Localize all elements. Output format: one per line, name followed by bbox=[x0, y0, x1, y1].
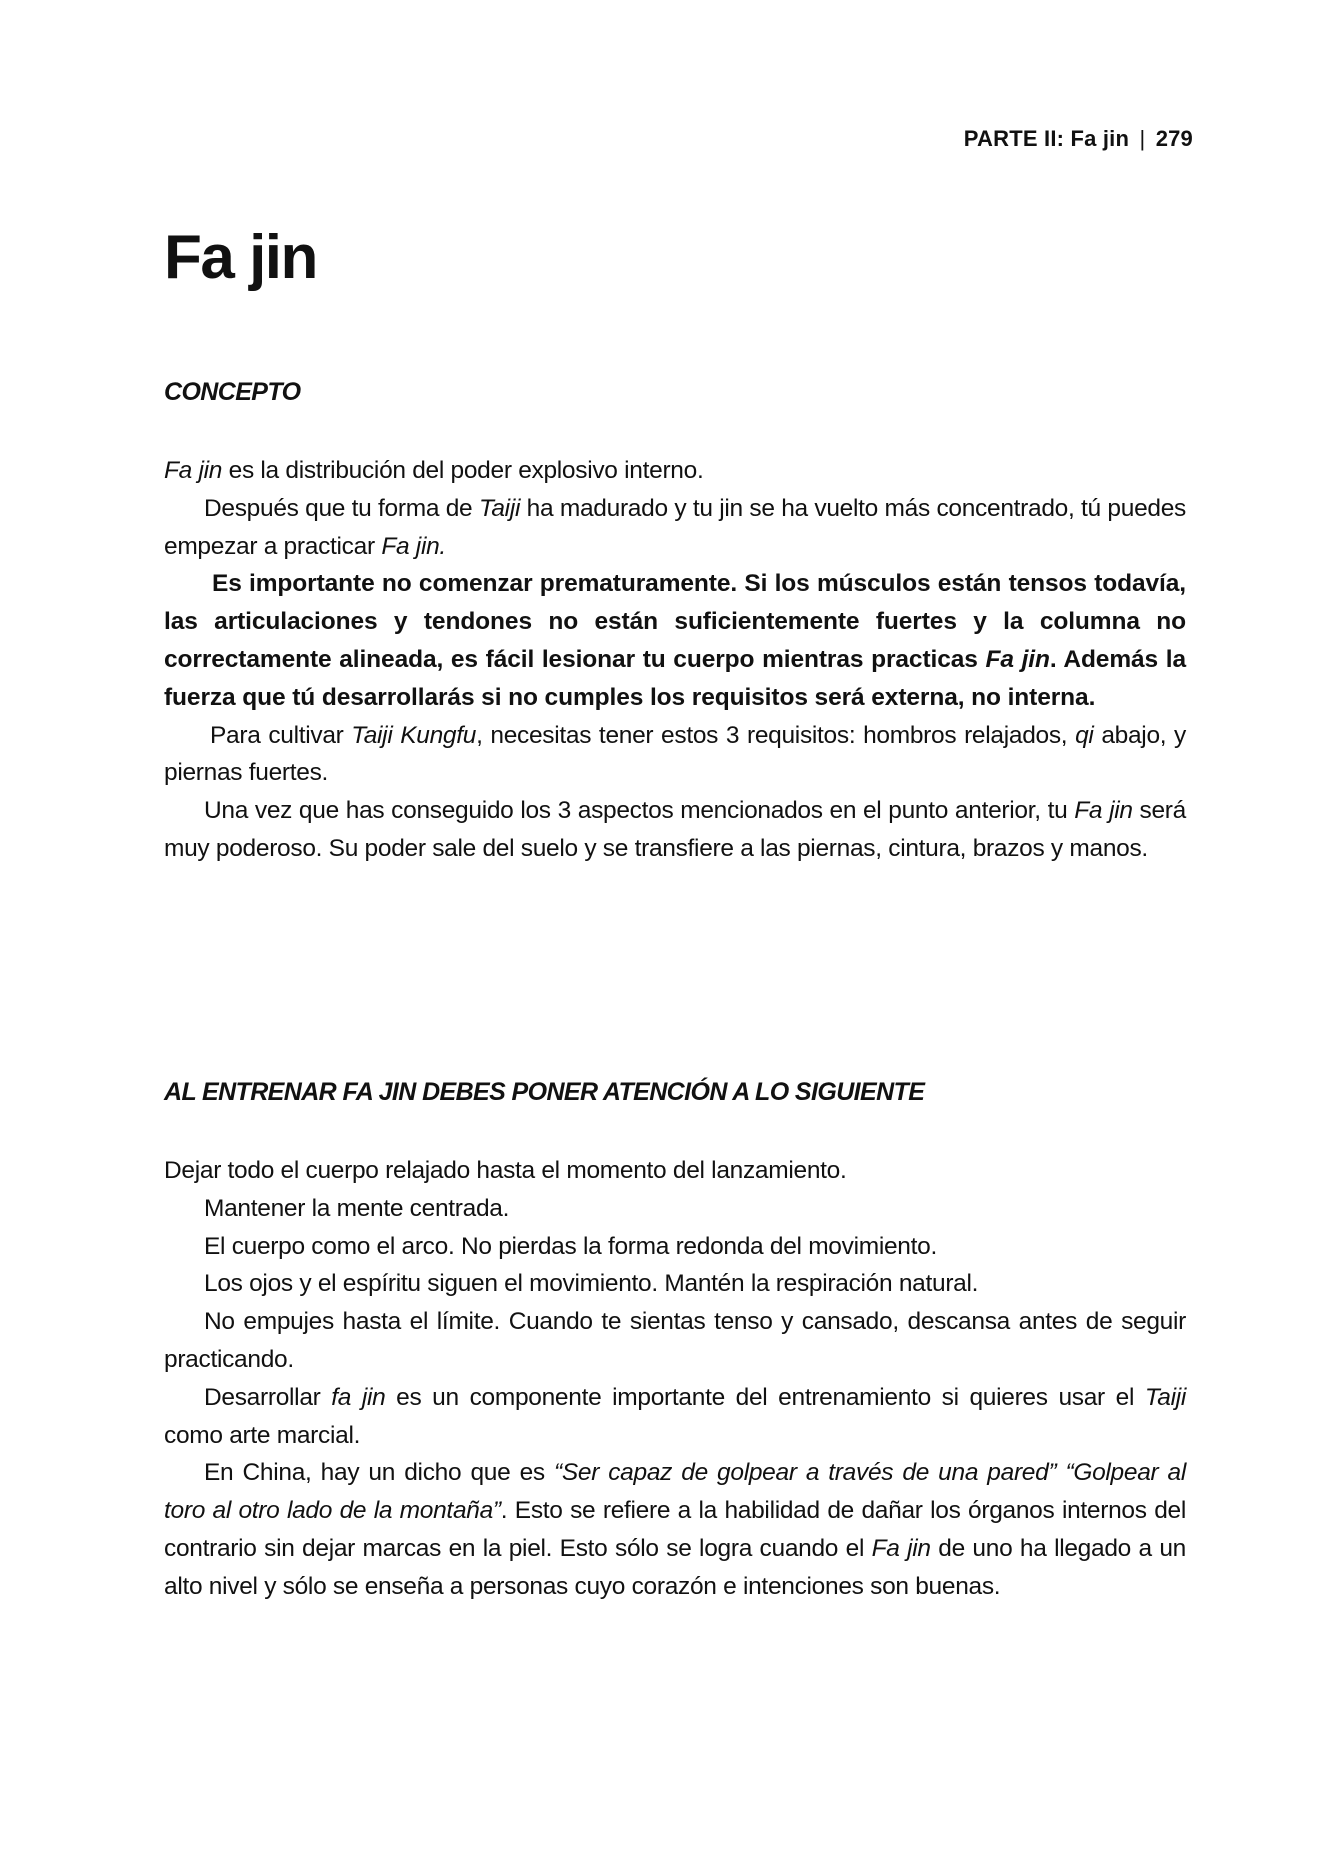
paragraph bbox=[164, 1265, 1186, 1303]
section-body bbox=[164, 1152, 1186, 1606]
text-run: Mantener la mente centrada. bbox=[204, 1194, 510, 1222]
italic-term: Fa jin bbox=[871, 1534, 931, 1562]
text-run: será muy poderoso. Su poder sale del suelo y se transfiere a las piernas, cintura, brazos y manos. bbox=[164, 797, 1186, 862]
text-run: de uno ha llegado a un alto nivel y sólo se enseña a personas cuyo corazón e intenciones son buenas. bbox=[164, 1534, 1186, 1600]
text-run: Los ojos y el espíritu siguen el movimiento. Mantén la respiración natural. bbox=[204, 1270, 979, 1298]
italic-term: Fa jin bbox=[1074, 797, 1133, 825]
text-run: Una vez que has conseguido los 3 aspectos mencionados en el punto anterior, tu bbox=[204, 797, 1075, 825]
running-header-part: PARTE II: Fa jin bbox=[963, 126, 1130, 151]
text-run: es un componente importante del entrenamiento si quieres usar el bbox=[385, 1383, 1145, 1411]
text-run: Después que tu forma de bbox=[204, 494, 479, 522]
italic-term: fa jin bbox=[331, 1383, 386, 1411]
section-concepto bbox=[164, 378, 1186, 868]
paragraph bbox=[164, 1303, 1186, 1379]
text-run: es la distribución del poder explosivo interno. bbox=[222, 457, 704, 484]
text-run: , necesitas tener estos 3 requisitos: hombros relajados, bbox=[476, 721, 1076, 749]
paragraph bbox=[164, 792, 1186, 868]
paragraph bbox=[164, 1379, 1186, 1455]
text-run: . Esto se refiere a la habilidad de dañar los órganos internos del contrario sin dejar marcas en la piel. Esto sólo se logra cuando el bbox=[164, 1497, 1186, 1562]
italic-term: Taiji bbox=[478, 494, 521, 522]
paragraph bbox=[164, 717, 1186, 793]
chapter-title: Fa jin bbox=[164, 223, 317, 292]
italic-term: Taiji Kungfu bbox=[351, 721, 477, 749]
text-run: En China, hay un dicho que es bbox=[204, 1459, 554, 1487]
paragraph bbox=[164, 490, 1186, 566]
text-run: Para cultivar bbox=[210, 721, 352, 749]
section-heading: AL ENTRENAR FA JIN DEBES PONER ATENCIÓN A LO SIGUIENTE bbox=[164, 1078, 925, 1106]
text-run: Dejar todo el cuerpo relajado hasta el momento del lanzamiento. bbox=[164, 1157, 847, 1184]
text-run: Es importante no comenzar prematuramente. Si los músculos están tensos todavía, las articulaciones y tendones no están suficientemente fuertes y la columna no correctamente alineada, es fácil lesionar tu cuerpo mientras practicas bbox=[164, 570, 1186, 673]
running-header bbox=[964, 126, 1193, 152]
text-run: abajo, y piernas fuertes. bbox=[164, 721, 1186, 787]
text-run: No empujes hasta el límite. Cuando te sientas tenso y cansado, descansa antes de seguir practicando. bbox=[164, 1308, 1186, 1373]
text-run: como arte marcial. bbox=[164, 1421, 361, 1449]
italic-term: Fa jin bbox=[164, 457, 223, 484]
page-number: 279 bbox=[1155, 126, 1193, 151]
italic-term: “Ser capaz de golpear a través de una pared” “Golpear al toro al otro lado de la montaña” bbox=[164, 1459, 1186, 1525]
italic-term: Fa jin bbox=[985, 645, 1050, 673]
running-header-separator: | bbox=[1139, 126, 1146, 151]
paragraph bbox=[164, 452, 1186, 490]
text-run: ha madurado y tu jin se ha vuelto más concentrado, tú puedes empezar a practicar bbox=[164, 494, 1187, 560]
italic-term: Taiji bbox=[1144, 1383, 1187, 1411]
text-run: . Además la fuerza que tú desarrollarás si no cumples los requisitos será externa, no interna. bbox=[164, 645, 1186, 711]
section-body bbox=[164, 452, 1186, 868]
paragraph bbox=[164, 1454, 1186, 1605]
italic-term: qi bbox=[1075, 721, 1094, 749]
paragraph bbox=[164, 565, 1186, 716]
paragraph bbox=[164, 1190, 1186, 1228]
text-run: El cuerpo como el arco. No pierdas la forma redonda del movimiento. bbox=[204, 1232, 937, 1260]
paragraph bbox=[164, 1152, 1186, 1190]
section-heading: CONCEPTO bbox=[164, 378, 301, 406]
italic-term: Fa jin. bbox=[381, 532, 446, 560]
text-run: Desarrollar bbox=[204, 1383, 332, 1411]
section-atencion bbox=[164, 1078, 1186, 1606]
paragraph bbox=[164, 1228, 1186, 1266]
